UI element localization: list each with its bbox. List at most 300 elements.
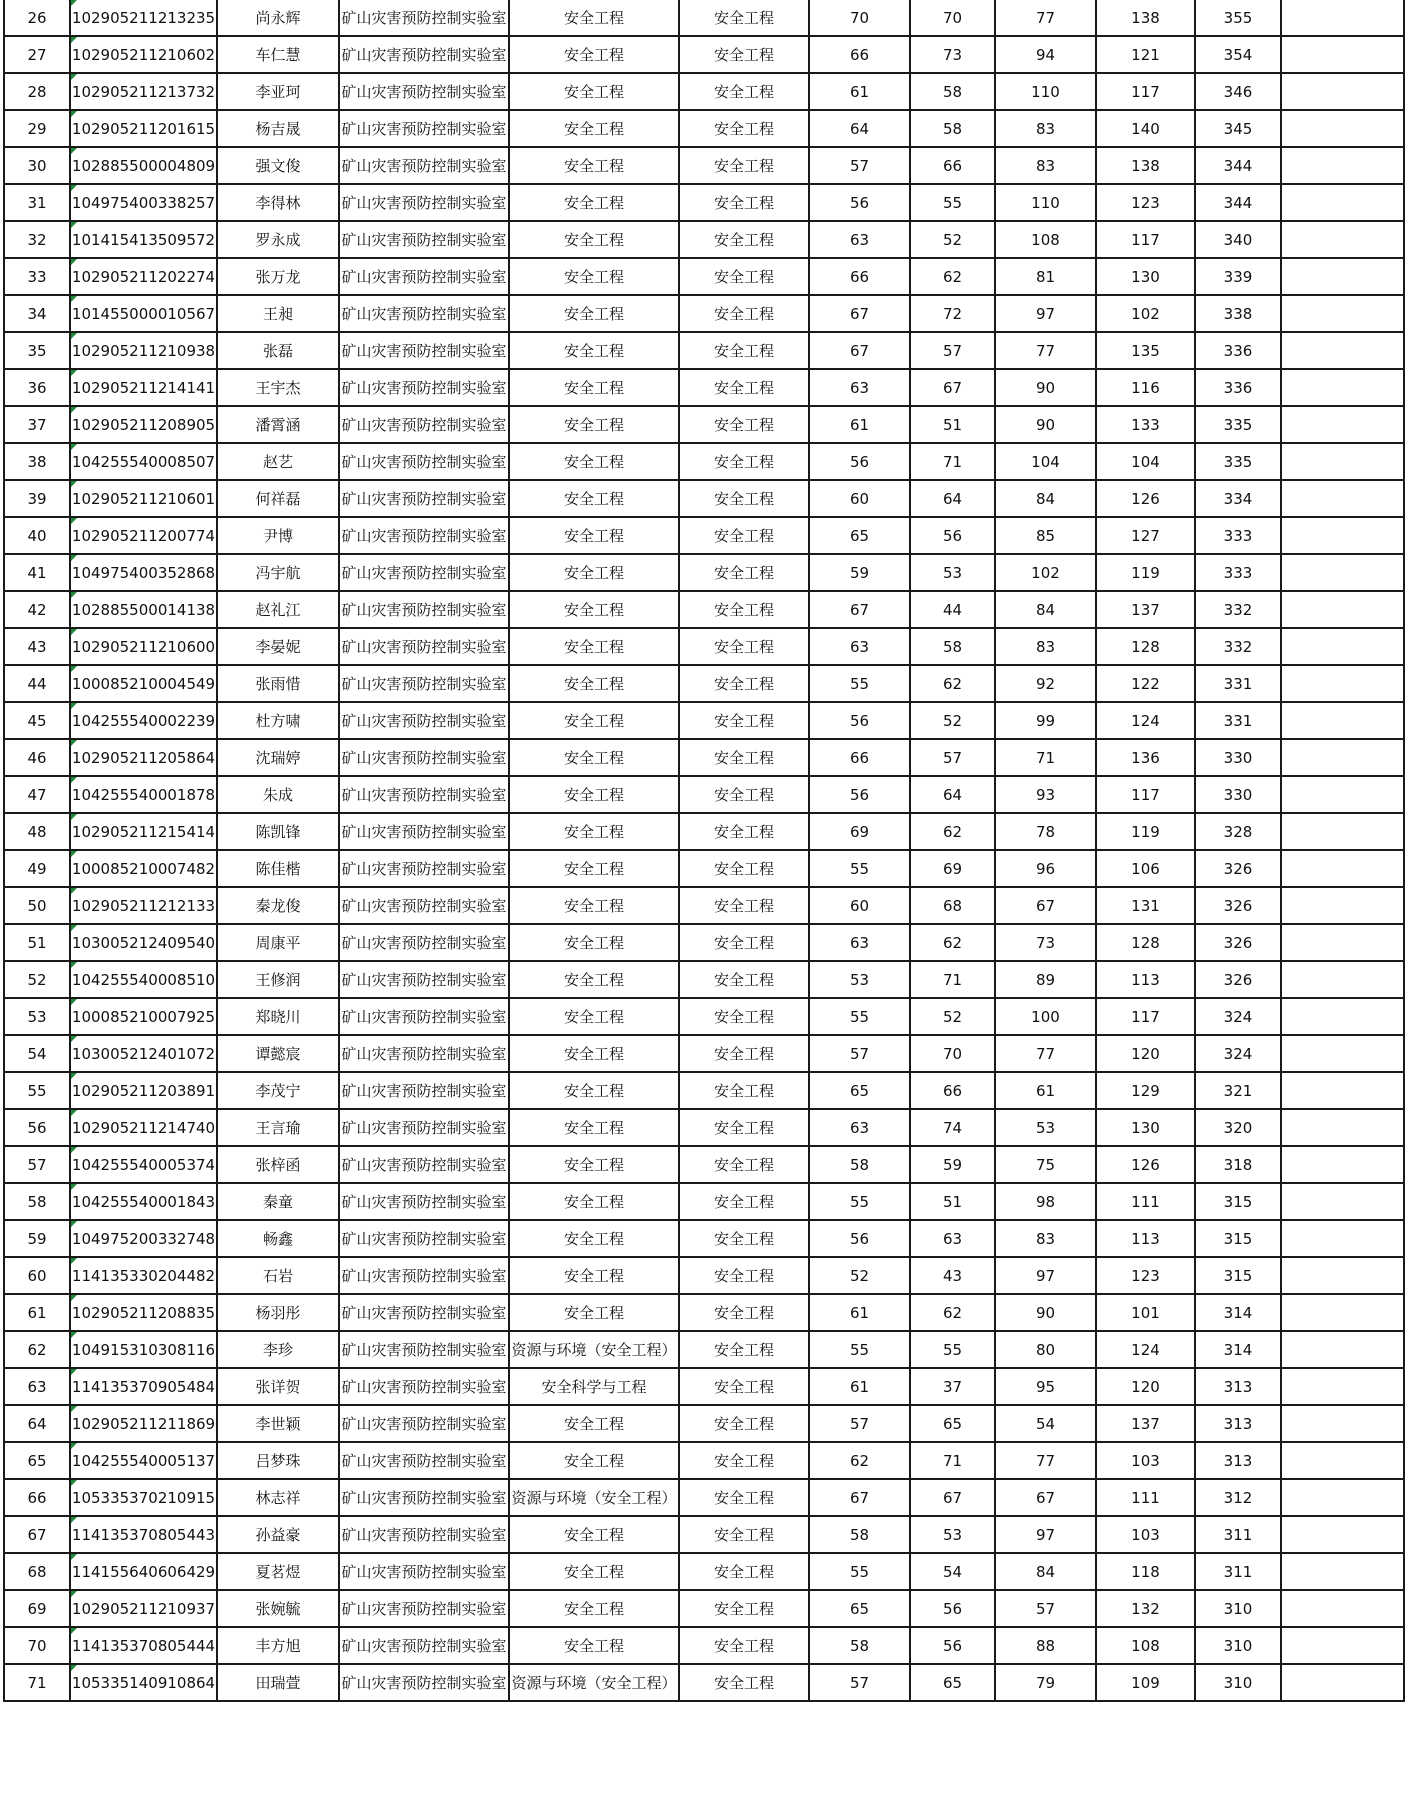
lab-name-cell: 矿山灾害预防控制实验室: [339, 36, 509, 73]
lab-name-cell: 矿山灾害预防控制实验室: [339, 850, 509, 887]
undergrad-major-cell: 安全工程: [509, 998, 679, 1035]
exam-id-cell: 102905211203891: [70, 1072, 217, 1109]
professional-score-cell: 130: [1096, 258, 1195, 295]
math-score-cell: 77: [995, 332, 1096, 369]
serial-no-cell: 66: [4, 1479, 70, 1516]
undergrad-major-cell: 安全工程: [509, 184, 679, 221]
remarks-cell: [1281, 1664, 1404, 1701]
lab-name-cell: 矿山灾害预防控制实验室: [339, 1553, 509, 1590]
math-score-cell: 84: [995, 480, 1096, 517]
lab-name-cell: 矿山灾害预防控制实验室: [339, 1294, 509, 1331]
math-score-cell: 79: [995, 1664, 1096, 1701]
applied-major-cell: 安全工程: [679, 517, 809, 554]
total-score-cell: 320: [1195, 1109, 1281, 1146]
politics-score-cell: 67: [809, 1479, 910, 1516]
admission-score-table: [3, 0, 1405, 1702]
foreign-language-score-cell: 51: [910, 406, 995, 443]
lab-name-cell: 矿山灾害预防控制实验室: [339, 517, 509, 554]
foreign-language-score-cell: 66: [910, 147, 995, 184]
applied-major-cell: 安全工程: [679, 369, 809, 406]
professional-score-cell: 128: [1096, 924, 1195, 961]
lab-name-cell: 矿山灾害预防控制实验室: [339, 1664, 509, 1701]
lab-name-cell: 矿山灾害预防控制实验室: [339, 628, 509, 665]
lab-name-cell: 矿山灾害预防控制实验室: [339, 147, 509, 184]
exam-id-cell: 102885500014138: [70, 591, 217, 628]
student-name-cell: 张万龙: [217, 258, 339, 295]
student-name-cell: 李珍: [217, 1331, 339, 1368]
math-score-cell: 80: [995, 1331, 1096, 1368]
professional-score-cell: 113: [1096, 961, 1195, 998]
serial-no-cell: 69: [4, 1590, 70, 1627]
table-body: [4, 0, 1404, 1701]
undergrad-major-cell: 安全工程: [509, 480, 679, 517]
student-name-cell: 王昶: [217, 295, 339, 332]
lab-name-cell: 矿山灾害预防控制实验室: [339, 332, 509, 369]
total-score-cell: 331: [1195, 702, 1281, 739]
lab-name-cell: 矿山灾害预防控制实验室: [339, 1220, 509, 1257]
remarks-cell: [1281, 1553, 1404, 1590]
math-score-cell: 53: [995, 1109, 1096, 1146]
politics-score-cell: 59: [809, 554, 910, 591]
foreign-language-score-cell: 64: [910, 776, 995, 813]
student-name-cell: 潘霄涵: [217, 406, 339, 443]
undergrad-major-cell: 安全工程: [509, 1516, 679, 1553]
exam-id-cell: 100085210004549: [70, 665, 217, 702]
serial-no-cell: 33: [4, 258, 70, 295]
applied-major-cell: 安全工程: [679, 665, 809, 702]
total-score-cell: 346: [1195, 73, 1281, 110]
student-name-cell: 秦龙俊: [217, 887, 339, 924]
professional-score-cell: 124: [1096, 1331, 1195, 1368]
math-score-cell: 92: [995, 665, 1096, 702]
serial-no-cell: 70: [4, 1627, 70, 1664]
student-name-cell: 沈瑞婷: [217, 739, 339, 776]
politics-score-cell: 58: [809, 1627, 910, 1664]
applied-major-cell: 安全工程: [679, 554, 809, 591]
politics-score-cell: 57: [809, 1035, 910, 1072]
exam-id-cell: 103005212401072: [70, 1035, 217, 1072]
exam-id-cell: 102905211210601: [70, 480, 217, 517]
foreign-language-score-cell: 57: [910, 332, 995, 369]
exam-id-cell: 104915310308116: [70, 1331, 217, 1368]
remarks-cell: [1281, 961, 1404, 998]
foreign-language-score-cell: 56: [910, 1590, 995, 1627]
professional-score-cell: 118: [1096, 1553, 1195, 1590]
applied-major-cell: 安全工程: [679, 184, 809, 221]
politics-score-cell: 58: [809, 1146, 910, 1183]
politics-score-cell: 65: [809, 1590, 910, 1627]
remarks-cell: [1281, 332, 1404, 369]
student-name-cell: 杜方啸: [217, 702, 339, 739]
serial-no-cell: 43: [4, 628, 70, 665]
exam-id-cell: 104255540008507: [70, 443, 217, 480]
applied-major-cell: 安全工程: [679, 1442, 809, 1479]
exam-id-cell: 104975200332748: [70, 1220, 217, 1257]
serial-no-cell: 54: [4, 1035, 70, 1072]
total-score-cell: 354: [1195, 36, 1281, 73]
serial-no-cell: 36: [4, 369, 70, 406]
math-score-cell: 97: [995, 1257, 1096, 1294]
undergrad-major-cell: 安全工程: [509, 1442, 679, 1479]
table-row: [4, 0, 1404, 36]
serial-no-cell: 51: [4, 924, 70, 961]
remarks-cell: [1281, 295, 1404, 332]
remarks-cell: [1281, 36, 1404, 73]
lab-name-cell: 矿山灾害预防控制实验室: [339, 1146, 509, 1183]
math-score-cell: 97: [995, 295, 1096, 332]
total-score-cell: 339: [1195, 258, 1281, 295]
remarks-cell: [1281, 850, 1404, 887]
math-score-cell: 71: [995, 739, 1096, 776]
remarks-cell: [1281, 665, 1404, 702]
table-row: [4, 776, 1404, 813]
professional-score-cell: 120: [1096, 1035, 1195, 1072]
lab-name-cell: 矿山灾害预防控制实验室: [339, 73, 509, 110]
lab-name-cell: 矿山灾害预防控制实验室: [339, 184, 509, 221]
exam-id-cell: 114135370805443: [70, 1516, 217, 1553]
lab-name-cell: 矿山灾害预防控制实验室: [339, 702, 509, 739]
total-score-cell: 326: [1195, 961, 1281, 998]
serial-no-cell: 71: [4, 1664, 70, 1701]
exam-id-cell: 104255540005374: [70, 1146, 217, 1183]
professional-score-cell: 135: [1096, 332, 1195, 369]
math-score-cell: 67: [995, 887, 1096, 924]
politics-score-cell: 56: [809, 776, 910, 813]
total-score-cell: 310: [1195, 1590, 1281, 1627]
undergrad-major-cell: 安全工程: [509, 628, 679, 665]
undergrad-major-cell: 安全工程: [509, 443, 679, 480]
foreign-language-score-cell: 62: [910, 924, 995, 961]
exam-id-cell: 102905211210938: [70, 332, 217, 369]
foreign-language-score-cell: 53: [910, 554, 995, 591]
table-row: [4, 1664, 1404, 1701]
math-score-cell: 84: [995, 591, 1096, 628]
math-score-cell: 75: [995, 1146, 1096, 1183]
professional-score-cell: 133: [1096, 406, 1195, 443]
math-score-cell: 93: [995, 776, 1096, 813]
politics-score-cell: 53: [809, 961, 910, 998]
professional-score-cell: 101: [1096, 1294, 1195, 1331]
undergrad-major-cell: 安全工程: [509, 1220, 679, 1257]
politics-score-cell: 67: [809, 295, 910, 332]
foreign-language-score-cell: 64: [910, 480, 995, 517]
exam-id-cell: 104255540001878: [70, 776, 217, 813]
math-score-cell: 84: [995, 1553, 1096, 1590]
exam-id-cell: 101455000010567: [70, 295, 217, 332]
math-score-cell: 96: [995, 850, 1096, 887]
remarks-cell: [1281, 184, 1404, 221]
math-score-cell: 83: [995, 147, 1096, 184]
exam-id-cell: 102905211214141: [70, 369, 217, 406]
table-row: [4, 924, 1404, 961]
professional-score-cell: 121: [1096, 36, 1195, 73]
foreign-language-score-cell: 52: [910, 702, 995, 739]
serial-no-cell: 31: [4, 184, 70, 221]
professional-score-cell: 137: [1096, 591, 1195, 628]
exam-id-cell: 114135370805444: [70, 1627, 217, 1664]
applied-major-cell: 安全工程: [679, 850, 809, 887]
foreign-language-score-cell: 70: [910, 0, 995, 36]
undergrad-major-cell: 安全工程: [509, 295, 679, 332]
exam-id-cell: 102905211202274: [70, 258, 217, 295]
professional-score-cell: 130: [1096, 1109, 1195, 1146]
lab-name-cell: 矿山灾害预防控制实验室: [339, 295, 509, 332]
remarks-cell: [1281, 0, 1404, 36]
remarks-cell: [1281, 998, 1404, 1035]
student-name-cell: 张磊: [217, 332, 339, 369]
exam-id-cell: 102905211210600: [70, 628, 217, 665]
undergrad-major-cell: 安全工程: [509, 554, 679, 591]
total-score-cell: 311: [1195, 1516, 1281, 1553]
table-row: [4, 332, 1404, 369]
undergrad-major-cell: 安全工程: [509, 1072, 679, 1109]
total-score-cell: 336: [1195, 332, 1281, 369]
total-score-cell: 332: [1195, 591, 1281, 628]
professional-score-cell: 103: [1096, 1442, 1195, 1479]
serial-no-cell: 57: [4, 1146, 70, 1183]
applied-major-cell: 安全工程: [679, 147, 809, 184]
total-score-cell: 310: [1195, 1627, 1281, 1664]
exam-id-cell: 114135330204482: [70, 1257, 217, 1294]
applied-major-cell: 安全工程: [679, 0, 809, 36]
foreign-language-score-cell: 37: [910, 1368, 995, 1405]
total-score-cell: 313: [1195, 1368, 1281, 1405]
lab-name-cell: 矿山灾害预防控制实验室: [339, 1331, 509, 1368]
student-name-cell: 杨羽彤: [217, 1294, 339, 1331]
serial-no-cell: 49: [4, 850, 70, 887]
math-score-cell: 90: [995, 369, 1096, 406]
professional-score-cell: 109: [1096, 1664, 1195, 1701]
math-score-cell: 97: [995, 1516, 1096, 1553]
remarks-cell: [1281, 1405, 1404, 1442]
applied-major-cell: 安全工程: [679, 739, 809, 776]
politics-score-cell: 62: [809, 1442, 910, 1479]
professional-score-cell: 103: [1096, 1516, 1195, 1553]
exam-id-cell: 102905211210602: [70, 36, 217, 73]
exam-id-cell: 102905211208835: [70, 1294, 217, 1331]
politics-score-cell: 56: [809, 1220, 910, 1257]
serial-no-cell: 53: [4, 998, 70, 1035]
student-name-cell: 杨吉晟: [217, 110, 339, 147]
professional-score-cell: 128: [1096, 628, 1195, 665]
total-score-cell: 344: [1195, 147, 1281, 184]
foreign-language-score-cell: 71: [910, 961, 995, 998]
remarks-cell: [1281, 517, 1404, 554]
lab-name-cell: 矿山灾害预防控制实验室: [339, 739, 509, 776]
politics-score-cell: 55: [809, 665, 910, 702]
undergrad-major-cell: 安全工程: [509, 739, 679, 776]
applied-major-cell: 安全工程: [679, 961, 809, 998]
total-score-cell: 311: [1195, 1553, 1281, 1590]
foreign-language-score-cell: 52: [910, 998, 995, 1035]
remarks-cell: [1281, 702, 1404, 739]
undergrad-major-cell: 安全工程: [509, 1257, 679, 1294]
total-score-cell: 315: [1195, 1220, 1281, 1257]
foreign-language-score-cell: 71: [910, 443, 995, 480]
applied-major-cell: 安全工程: [679, 73, 809, 110]
undergrad-major-cell: 安全工程: [509, 1627, 679, 1664]
lab-name-cell: 矿山灾害预防控制实验室: [339, 1109, 509, 1146]
serial-no-cell: 40: [4, 517, 70, 554]
serial-no-cell: 29: [4, 110, 70, 147]
politics-score-cell: 66: [809, 36, 910, 73]
politics-score-cell: 55: [809, 1331, 910, 1368]
serial-no-cell: 32: [4, 221, 70, 258]
student-name-cell: 夏茗煜: [217, 1553, 339, 1590]
lab-name-cell: 矿山灾害预防控制实验室: [339, 443, 509, 480]
foreign-language-score-cell: 70: [910, 1035, 995, 1072]
undergrad-major-cell: 安全工程: [509, 36, 679, 73]
exam-id-cell: 114135370905484: [70, 1368, 217, 1405]
serial-no-cell: 61: [4, 1294, 70, 1331]
serial-no-cell: 46: [4, 739, 70, 776]
total-score-cell: 313: [1195, 1442, 1281, 1479]
student-name-cell: 郑晓川: [217, 998, 339, 1035]
math-score-cell: 108: [995, 221, 1096, 258]
total-score-cell: 340: [1195, 221, 1281, 258]
remarks-cell: [1281, 1627, 1404, 1664]
professional-score-cell: 132: [1096, 1590, 1195, 1627]
applied-major-cell: 安全工程: [679, 1220, 809, 1257]
applied-major-cell: 安全工程: [679, 1331, 809, 1368]
politics-score-cell: 55: [809, 998, 910, 1035]
exam-id-cell: 104255540005137: [70, 1442, 217, 1479]
student-name-cell: 林志祥: [217, 1479, 339, 1516]
student-name-cell: 张婉毓: [217, 1590, 339, 1627]
foreign-language-score-cell: 73: [910, 36, 995, 73]
lab-name-cell: 矿山灾害预防控制实验室: [339, 961, 509, 998]
undergrad-major-cell: 安全工程: [509, 776, 679, 813]
politics-score-cell: 67: [809, 332, 910, 369]
applied-major-cell: 安全工程: [679, 221, 809, 258]
table-row: [4, 1627, 1404, 1664]
remarks-cell: [1281, 887, 1404, 924]
student-name-cell: 周康平: [217, 924, 339, 961]
professional-score-cell: 137: [1096, 1405, 1195, 1442]
applied-major-cell: 安全工程: [679, 591, 809, 628]
foreign-language-score-cell: 58: [910, 73, 995, 110]
table-row: [4, 1331, 1404, 1368]
lab-name-cell: 矿山灾害预防控制实验室: [339, 221, 509, 258]
undergrad-major-cell: 安全科学与工程: [509, 1368, 679, 1405]
table-row: [4, 1109, 1404, 1146]
applied-major-cell: 安全工程: [679, 1368, 809, 1405]
politics-score-cell: 60: [809, 480, 910, 517]
total-score-cell: 330: [1195, 739, 1281, 776]
undergrad-major-cell: 安全工程: [509, 258, 679, 295]
applied-major-cell: 安全工程: [679, 924, 809, 961]
exam-id-cell: 102905211212133: [70, 887, 217, 924]
lab-name-cell: 矿山灾害预防控制实验室: [339, 1627, 509, 1664]
foreign-language-score-cell: 58: [910, 110, 995, 147]
math-score-cell: 83: [995, 1220, 1096, 1257]
applied-major-cell: 安全工程: [679, 1627, 809, 1664]
professional-score-cell: 140: [1096, 110, 1195, 147]
foreign-language-score-cell: 65: [910, 1405, 995, 1442]
serial-no-cell: 47: [4, 776, 70, 813]
lab-name-cell: 矿山灾害预防控制实验室: [339, 110, 509, 147]
student-name-cell: 陈凯锋: [217, 813, 339, 850]
foreign-language-score-cell: 68: [910, 887, 995, 924]
politics-score-cell: 55: [809, 850, 910, 887]
applied-major-cell: 安全工程: [679, 1109, 809, 1146]
politics-score-cell: 57: [809, 147, 910, 184]
applied-major-cell: 安全工程: [679, 813, 809, 850]
total-score-cell: 326: [1195, 850, 1281, 887]
total-score-cell: 333: [1195, 554, 1281, 591]
politics-score-cell: 63: [809, 924, 910, 961]
remarks-cell: [1281, 1368, 1404, 1405]
applied-major-cell: 安全工程: [679, 1405, 809, 1442]
student-name-cell: 王言瑜: [217, 1109, 339, 1146]
math-score-cell: 54: [995, 1405, 1096, 1442]
serial-no-cell: 58: [4, 1183, 70, 1220]
undergrad-major-cell: 安全工程: [509, 517, 679, 554]
lab-name-cell: 矿山灾害预防控制实验室: [339, 1405, 509, 1442]
professional-score-cell: 117: [1096, 73, 1195, 110]
table-row: [4, 1405, 1404, 1442]
remarks-cell: [1281, 443, 1404, 480]
student-name-cell: 赵艺: [217, 443, 339, 480]
exam-id-cell: 102905211205864: [70, 739, 217, 776]
lab-name-cell: 矿山灾害预防控制实验室: [339, 554, 509, 591]
remarks-cell: [1281, 1590, 1404, 1627]
serial-no-cell: 48: [4, 813, 70, 850]
exam-id-cell: 100085210007482: [70, 850, 217, 887]
professional-score-cell: 136: [1096, 739, 1195, 776]
remarks-cell: [1281, 1035, 1404, 1072]
professional-score-cell: 123: [1096, 184, 1195, 221]
professional-score-cell: 117: [1096, 776, 1195, 813]
applied-major-cell: 安全工程: [679, 110, 809, 147]
professional-score-cell: 119: [1096, 554, 1195, 591]
lab-name-cell: 矿山灾害预防控制实验室: [339, 369, 509, 406]
professional-score-cell: 119: [1096, 813, 1195, 850]
table-row: [4, 554, 1404, 591]
lab-name-cell: 矿山灾害预防控制实验室: [339, 665, 509, 702]
exam-id-cell: 104255540008510: [70, 961, 217, 998]
serial-no-cell: 37: [4, 406, 70, 443]
professional-score-cell: 113: [1096, 1220, 1195, 1257]
total-score-cell: 315: [1195, 1183, 1281, 1220]
professional-score-cell: 129: [1096, 1072, 1195, 1109]
table-row: [4, 1035, 1404, 1072]
exam-id-cell: 105335370210915: [70, 1479, 217, 1516]
applied-major-cell: 安全工程: [679, 702, 809, 739]
undergrad-major-cell: 安全工程: [509, 110, 679, 147]
remarks-cell: [1281, 1331, 1404, 1368]
table-row: [4, 184, 1404, 221]
table-row: [4, 1553, 1404, 1590]
foreign-language-score-cell: 55: [910, 184, 995, 221]
foreign-language-score-cell: 62: [910, 258, 995, 295]
undergrad-major-cell: 安全工程: [509, 1405, 679, 1442]
table-row: [4, 369, 1404, 406]
student-name-cell: 石岩: [217, 1257, 339, 1294]
total-score-cell: 328: [1195, 813, 1281, 850]
foreign-language-score-cell: 74: [910, 1109, 995, 1146]
foreign-language-score-cell: 59: [910, 1146, 995, 1183]
serial-no-cell: 35: [4, 332, 70, 369]
student-name-cell: 车仁慧: [217, 36, 339, 73]
table-row: [4, 628, 1404, 665]
serial-no-cell: 38: [4, 443, 70, 480]
serial-no-cell: 56: [4, 1109, 70, 1146]
serial-no-cell: 52: [4, 961, 70, 998]
foreign-language-score-cell: 44: [910, 591, 995, 628]
undergrad-major-cell: 安全工程: [509, 702, 679, 739]
serial-no-cell: 45: [4, 702, 70, 739]
